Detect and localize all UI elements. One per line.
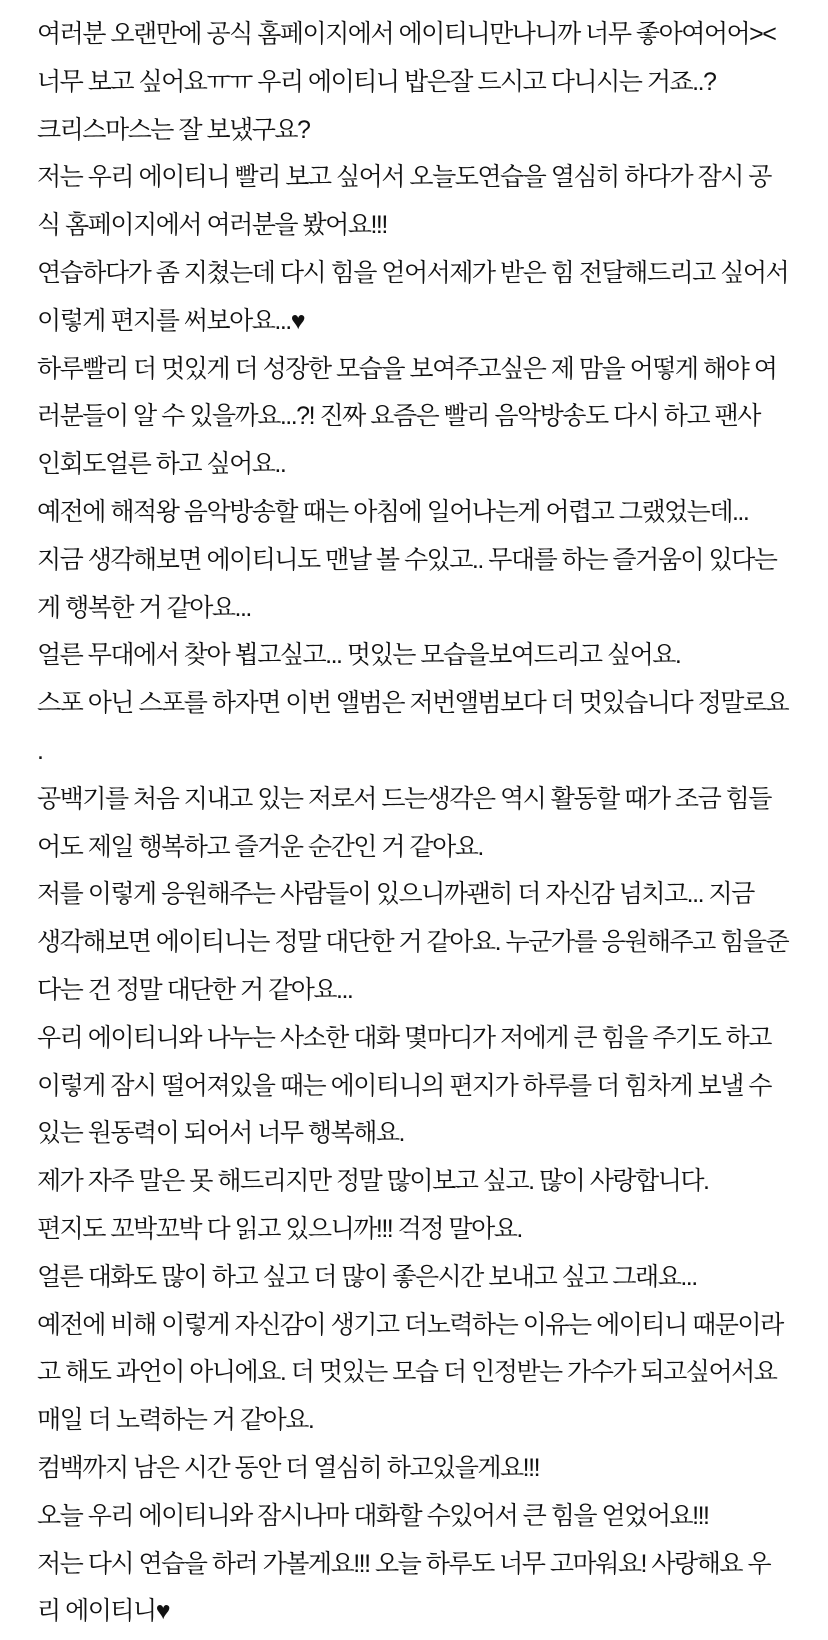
letter-line: 컴백까지 남은 시간 동안 더 열심히 하고있을게요!!! [37,1453,540,1482]
letter-line: 크리스마스는 잘 보냈구요? [37,115,310,144]
letter-line: 연습하다가 좀 지쳤는데 다시 힘을 얻어서제가 받은 힘 전달해드리고 싶어서 [37,258,789,287]
letter-line: 인회도얼른 하고 싶어요.. [37,450,286,479]
letter-line: 스포 아닌 스포를 하자면 이번 앨범은 저번앨범보다 더 멋있습니다 정말로요 [37,689,789,718]
letter-line: 생각해보면 에이티니는 정말 대단한 거 같아요. 누군가를 응원해주고 힘을준 [37,928,789,957]
letter-line: 있는 원동력이 되어서 너무 행복해요. [37,1119,404,1148]
letter-line: 오늘 우리 에이티니와 잠시나마 대화할 수있어서 큰 힘을 얻었어요!!! [37,1501,709,1530]
letter-line: 리 에이티니♥ [37,1597,170,1626]
letter-line: 얼른 무대에서 찾아 뵙고싶고... 멋있는 모습을보여드리고 싶어요. [37,641,681,670]
letter-line: 얼른 대화도 많이 하고 싶고 더 많이 좋은시간 보내고 싶고 그래요... [37,1262,697,1291]
letter-line: 하루빨리 더 멋있게 더 성장한 모습을 보여주고싶은 제 맘을 어떻게 해야 여 [37,354,777,383]
letter-line: 매일 더 노력하는 거 같아요. [37,1406,314,1435]
letter-line: 너무 보고 싶어요ㅠㅠ 우리 에이티니 밥은잘 드시고 다니시는 거죠..? [37,67,716,96]
letter-line: 편지도 꼬박꼬박 다 읽고 있으니까!!! 걱정 말아요. [37,1214,522,1243]
letter-line: 예전에 해적왕 음악방송할 때는 아침에 일어나는게 어렵고 그랬었는데... [37,497,749,526]
letter-line: 저는 다시 연습을 하러 가볼게요!!! 오늘 하루도 너무 고마워요! 사랑해요 우 [37,1549,771,1578]
letter-line: 식 홈페이지에서 여러분을 봤어요!!! [37,211,387,240]
letter-line: 여러분 오랜만에 공식 홈페이지에서 에이티니만나니까 너무 좋아여어어>< [37,20,776,48]
letter-line: 고 해도 과언이 아니에요. 더 멋있는 모습 더 인정받는 가수가 되고싶어서요 [37,1358,777,1387]
letter-line: 게 행복한 거 같아요... [37,593,251,622]
letter-line: 이렇게 편지를 써보아요...♥ [37,306,305,335]
letter-line: 우리 에이티니와 나누는 사소한 대화 몇마디가 저에게 큰 힘을 주기도 하고 [37,1023,771,1052]
letter-line: 예전에 비해 이렇게 자신감이 생기고 더노력하는 이유는 에이티니 때문이라 [37,1310,783,1339]
letter-line: 이렇게 잠시 떨어져있을 때는 에이티니의 편지가 하루를 더 힘차게 보낼 수 [37,1071,771,1100]
letter-line: 어도 제일 행복하고 즐거운 순간인 거 같아요. [37,832,483,861]
letter-line: 지금 생각해보면 에이티니도 맨날 볼 수있고.. 무대를 하는 즐거움이 있다는 [37,545,777,574]
letter-line: 저는 우리 에이티니 빨리 보고 싶어서 오늘도연습을 열심히 하다가 잠시 공 [37,163,771,192]
letter-line: 러분들이 알 수 있을까요...?! 진짜 요즘은 빨리 음악방송도 다시 하고 팬사 [37,402,760,431]
letter-line: 저를 이렇게 응원해주는 사람들이 있으니까괜히 더 자신감 넘치고... 지금 [37,880,754,909]
letter-line: . [37,736,43,765]
letter-line: 제가 자주 말은 못 해드리지만 정말 많이보고 싶고. 많이 사랑합니다. [37,1167,709,1196]
letter-line: 공백기를 처음 지내고 있는 저로서 드는생각은 역시 활동할 때가 조금 힘들 [37,784,771,813]
letter-line: 다는 건 정말 대단한 거 같아요... [37,975,353,1004]
